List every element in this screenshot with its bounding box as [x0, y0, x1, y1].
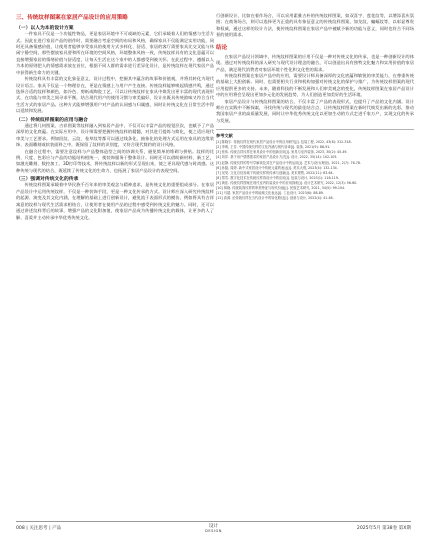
reference-item: [4] 刘洋. 基于用户情感需求的家居产品设计方法[J]. 设计, 2022, 35(14): 102-105. [216, 155, 338, 160]
left-column [16, 14, 214, 222]
footer-journal-cn: 设计 [208, 524, 219, 529]
references-heading: 参考文献 [216, 133, 233, 139]
subsection-heading-3: （三）强调对传统文化的传承 [16, 177, 79, 183]
right-column [216, 14, 414, 201]
footer-page-info: 008 | 关注思考 | 产品 [16, 526, 62, 531]
footer-issue-info: 2025年5月 第38卷 第X期 [356, 526, 411, 531]
body-paragraph: 行创新设计，比如在着作场合，可以采用素雅古朴的传统纹样图案，如双喜字、莲花纹等，以增添喜庆氛围；在商务场合，则可以选择更为正重的具有象征意义的传统纹样图案，如龙纹、蝙蝠纹等，以彰显尊贵和权威，通过这样的设计方法，使传统纹样图案在家居产品中被赋予新的功能与意义，同时也符合不同场景的使用需求。 [216, 14, 414, 39]
reference-item: [3] 张伟. 传统吉祥纹样在家具设计中的创新应用[J]. 家具与室内装饰, 2023, 30(2): 45-49. [216, 150, 348, 155]
reference-item: [10] 林晓. 传统装饰纹样的审美特征与现代价值[J]. 民族艺术研究, 2021, 34(5): 99-104. [216, 185, 346, 190]
reference-item: [9] 黄佳. 传统纹样图案在现代室内软装设计中的应用探析[J]. 设计艺术研究, 2022, 12(3): 56-60. [216, 180, 358, 185]
body-paragraph: 在家居产品设计领域中，传统纹样图案的应用不仅是一种对传统文化的传承，也是一种创新设计的体现。通过对传统纹样的深入研究与现代设计理念的融合，可以创造出具有独特文化魅力和实用价值的家居产品，满足现代消费者对家居环境个性化和文化性的需求。 [216, 54, 414, 73]
reference-item: [7] 吴昊. 文化自信视域下传统纹样的传承与创新[J]. 美术观察, 2022(11): 63-64. [216, 170, 334, 175]
reference-item: [8] 郑雪. 数字化技术在传统纹样再设计中的应用[J]. 包装与设计, 2023(1): 118-119. [216, 175, 339, 180]
subsection-heading-2: （二）传统纹样图案的应用与融合 [16, 117, 88, 123]
subsection-heading-1: （一）以人为本的设计方案 [16, 26, 74, 31]
reference-item: [6] 孙磊, 周婷. 新中式家居设计中传统元素的表达[J]. 美术大观, 2023(4): 132-134. [216, 165, 338, 170]
body-paragraph: 传统纹样图案承载着中华民族千百年来的审美观念与精神追求，是传统文化的重要组成部分。在家居产品设计中运用传统纹样，不仅是一种装饰手段，更是一种文化传承的方式。设计师应深入研究传统纹样的起源、演变及其文化内涵，在理解的基础上进行创新设计，避免流于表面形式的模仿。例如将具有吉祥寓意的纹样与现代生活需求相结合，让使用者在使用产品的过程中感受到传统文化的魅力。同时，还可以通过讲述纹样背后的故事，增强产品的文化附加值，使家居产品成为传播传统文化的载体，让更多的人了解、喜爱并主动传承中华优秀传统文化。 [16, 183, 214, 221]
reference-item: [11] 马超. 家居产品设计中的地域文化表达[J]. 工业设计, 2023(6): 88-89. [216, 190, 324, 195]
footer-rule [16, 521, 411, 522]
body-paragraph: 一件家具不仅是一个功能性物品，更是家居环境中不可或缺的元素，它们承载着人们的情感与生活方式。因此在进行家居产品的创作时，需要融合考虑空间的布局和风格，确保家具不仅能满足实用功能，同时还具备情感价值，让使用者能够享受家具的使用方式多样化、舒适、家居的客厅需要家具比交叉能与休闲宁静空间，那些摆放家具要和所在环境的空间风格，环境整体风格一致，传统纹样具有的文化意蕴可以直接增强家居的情绪价值与舒适度，让每天生活在这个家中的人都感受到被关怀。在此过程中，遵循以人为本的原则把人的情感需求放在首位，根据不同人群的需求进行差异化设计，是传统纹样在现代家居产品中获得新生命力的关键。 [16, 32, 214, 76]
body-paragraph: 通过将几何图案、吉祥图案等纹样融入到家居产品中，不仅可以丰富产品的视觉层次，也赋予了产品深厚的文化底蕴。在实际应用中，设计师需要把握传统纹样的精髓，对其进行提炼与简化，使之适应现代审美与工艺要求。例如回纹、云纹、卷草纹等都可以通过线条化、抽象化的处理方式运用在家具的边缘装饰、表面雕刻或软装面料之中，既保留了纹样的识别度，又符合现代简约的设计风格。 [16, 123, 214, 149]
references-divider [216, 129, 414, 130]
page-footer [0, 521, 427, 541]
section-heading: 三、传统纹样图案在家居产品设计的应用策略 [16, 15, 128, 21]
body-paragraph: 传统纹样具有丰富的文化象征意义，设计过程中，挖掘其中蕴含的故事和价值观，并将其转化为现代设计语言。家具不仅是一个物理存在，更是在情感上与用户产生连接。传统纹样能够唤起情感共鸣，通过选择合适的纹样和颜色，如冷色、剪纸或陶瓷工艺，可以让传统纹样在家具中焕发出更丰富的现代表现形式，在功能与审美之间寻求平衡，结合现代用户的使用习惯与审美偏好，设计出既具传统韵味又符合当代生活方式的家居产品。这种方式能够增强用户对产品的认同感与归属感，同时让传统文化在日常生活中得以延续和发展。 [16, 77, 214, 115]
reference-item: [2] 李明, 王芳. 中国传统纹样的文化内涵与现代转译[J]. 装饰, 2021(9): 88-91. [216, 145, 331, 150]
footer-journal-en: DESIGN [205, 529, 222, 533]
reference-item: [5] 赵静. 传统纹样的符号学解读及其在产品设计中的运用[J]. 艺术与设计(理论), 2021, 2(7): 76-78. [216, 160, 361, 165]
reference-item: [12] 高源. 论传统纹样在当代设计中的转化路径[J]. 创意与设计, 2022(4): 41-46. [216, 195, 334, 200]
reference-item: [1] 陈晓宇. 传统纹样在现代家居产品设计中的应用研究[J]. 包装工程, 2022, 43(6): 312-318. [216, 140, 352, 145]
conclusion-heading: 结论 [216, 44, 228, 51]
body-paragraph: 传统纹样图案在家居产品中的应用，需要设计师具备深厚的文化底蕴和敏锐的审美能力，在尊重传统的基础上大胆创新。同时，也需要相关行业和机构加强对传统文化的保护与推广，为传统纹样图案的现代应用提供更多的支持。未来，随着科技的不断发展和人们审美观念的变化，传统纹样图案在家居产品设计中的应用将会呈现出更加多元化的发展趋势，为人们创造更加美好的生活环境。 [216, 73, 414, 99]
body-paragraph: 家居产品设计与传统纹样图案的结合，不仅丰富了产品的表现形式，也提升了产品的文化内涵。设计师应在实践中不断探索，寻找传统与现代的最佳结合点，让传统纹样图案在新时代焕发出新的光彩，推动我国家居产业的高质量发展，同时让中华优秀传统文化以更加生动的方式走进千家万户，实现文化的传承与发展。 [216, 99, 414, 124]
body-paragraph: 在融合过程中，需要注意纹样与产品整体造型之间的协调关系，避免简单的堆砌与拼贴。纹样的比例、尺度、色彩应与产品的功能结构相统一，使装饰服务于整体设计。同时还可以借助新材料、新工艺，如激光雕刻、数控加工、3D打印等技术，将传统纹样以新的形式呈现出来，使之更具现代感与时尚感。这种传统与现代的结合，既延续了传统文化的生命力，也拓展了家居产品设计的表现空间。 [16, 149, 214, 174]
